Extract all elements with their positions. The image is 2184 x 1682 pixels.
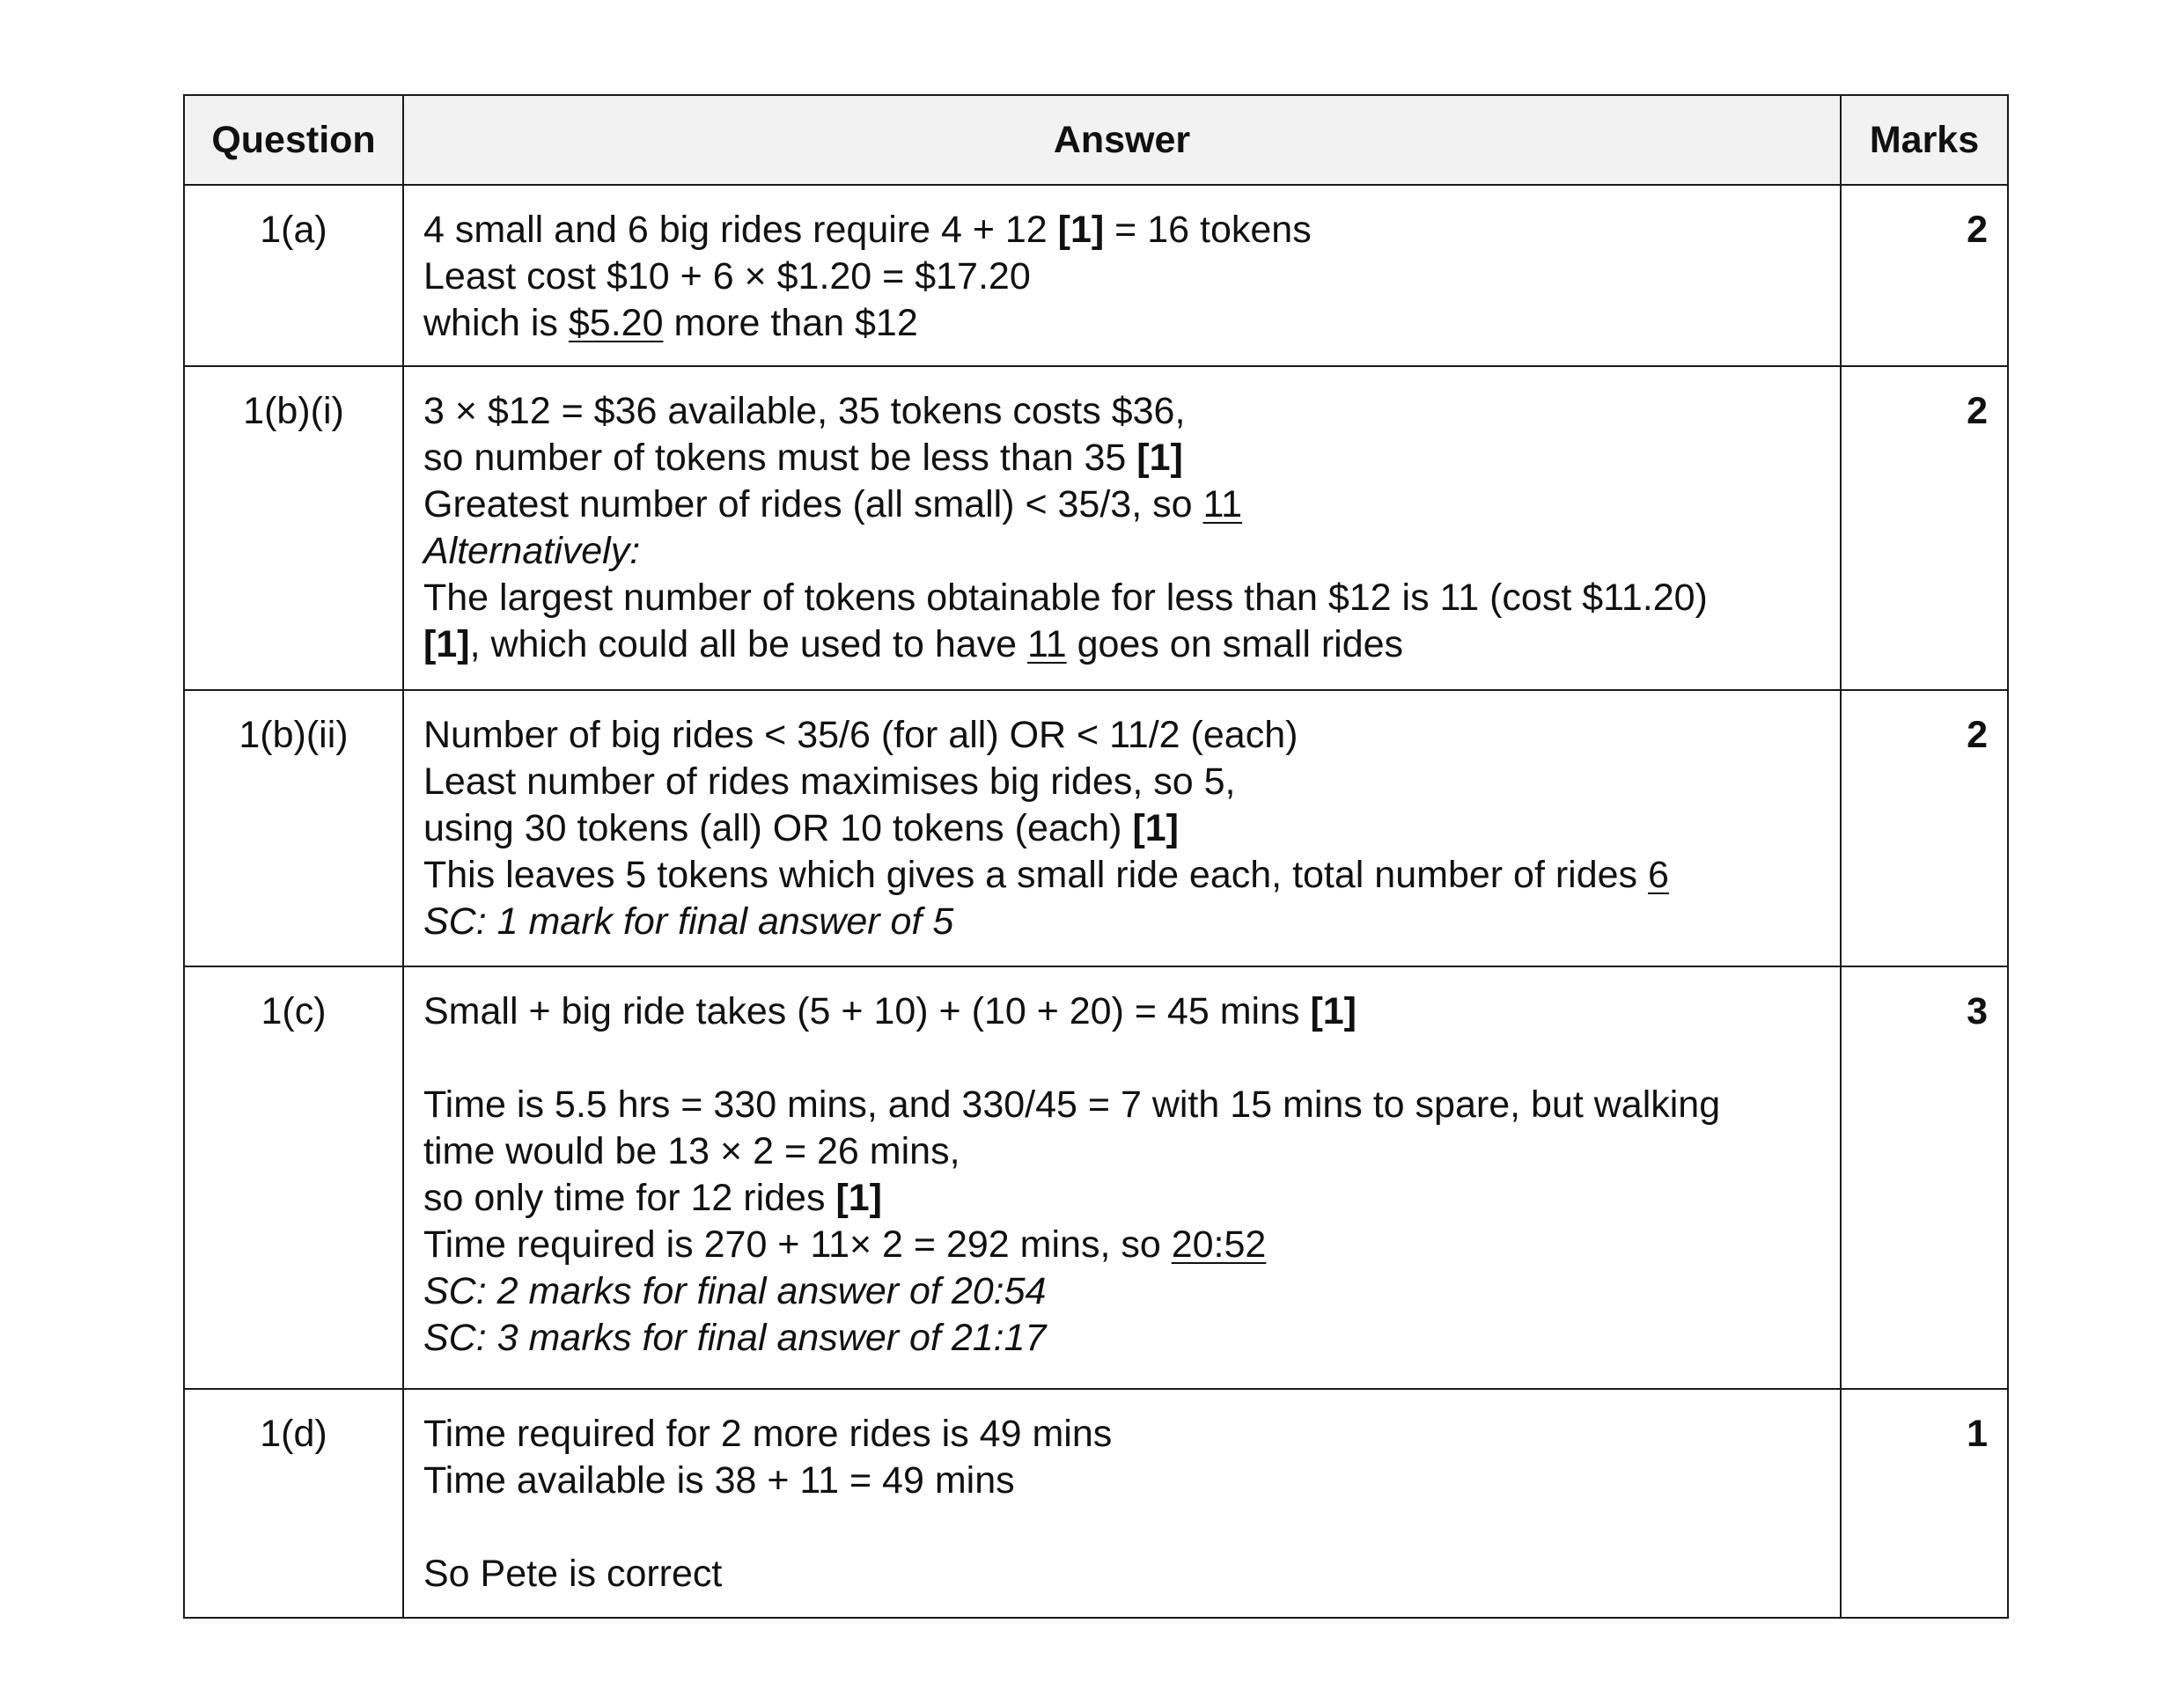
- answer-cell: [403, 690, 1841, 966]
- answer-line: time would be 13 × 2 = 26 mins,: [423, 1130, 960, 1172]
- question-number: 1(a): [184, 185, 403, 366]
- final-answer: 11: [1202, 483, 1243, 525]
- mark-tag: [1]: [1057, 209, 1105, 251]
- final-answer: 20:52: [1171, 1223, 1267, 1266]
- mark-tag: [1]: [423, 623, 470, 665]
- question-number: 1(d): [184, 1389, 403, 1618]
- answer-line: using 30 tokens (all) OR 10 tokens (each) [1]: [423, 807, 1180, 849]
- answer-line: Least cost $10 + 6 × $1.20 = $17.20: [423, 255, 1031, 297]
- table-row: [184, 690, 2008, 966]
- marks-value: 3: [1841, 966, 2008, 1389]
- final-answer: 11: [1027, 623, 1067, 665]
- answer-cell: [403, 185, 1841, 366]
- question-number: 1(c): [184, 966, 403, 1389]
- answer-line: This leaves 5 tokens which gives a small ride each, total number of rides 6: [423, 854, 1669, 896]
- table-row: [184, 185, 2008, 366]
- answer-line: SC: 2 marks for final answer of 20:54: [423, 1270, 1047, 1312]
- header-answer: Answer: [403, 95, 1841, 185]
- answer-line: Time is 5.5 hrs = 330 mins, and 330/45 = 7 with 15 mins to spare, but walking: [423, 1083, 1721, 1126]
- answer-cell: [403, 966, 1841, 1389]
- answer-line: Time required is 270 + 11× 2 = 292 mins, so 20:52: [423, 1223, 1267, 1266]
- answer-line: which is $5.20 more than $12: [423, 302, 918, 344]
- answer-line: Small + big ride takes (5 + 10) + (10 + 20) = 45 mins [1]: [423, 990, 1357, 1032]
- line-gap: [423, 1504, 1820, 1551]
- marks-value: 2: [1841, 185, 2008, 366]
- answer-line: The largest number of tokens obtainable for less than $12 is 11 (cost $11.20): [423, 577, 1708, 619]
- question-number: 1(b)(ii): [184, 690, 403, 966]
- answer-line: Time required for 2 more rides is 49 mins: [423, 1413, 1113, 1455]
- table-row: [184, 1389, 2008, 1618]
- header-marks: Marks: [1841, 95, 2008, 185]
- answer-line: [1], which could all be used to have 11 goes on small rides: [423, 623, 1404, 665]
- mark-tag: [1]: [1310, 990, 1357, 1032]
- header-question: Question: [184, 95, 403, 185]
- marks-value: 2: [1841, 366, 2008, 690]
- question-number: 1(b)(i): [184, 366, 403, 690]
- answer-line: Greatest number of rides (all small) < 35/3, so 11: [423, 483, 1243, 525]
- table-row: [184, 366, 2008, 690]
- answer-line: Time available is 38 + 11 = 49 mins: [423, 1459, 1015, 1502]
- mark-tag: [1]: [1132, 807, 1180, 849]
- mark-scheme-table: [183, 94, 2009, 1619]
- mark-tag: [1]: [835, 1177, 882, 1219]
- answer-line: So Pete is correct: [423, 1553, 723, 1595]
- answer-line: 3 × $12 = $36 available, 35 tokens costs $36,: [423, 390, 1186, 432]
- answer-line: SC: 1 mark for final answer of 5: [423, 900, 954, 943]
- line-gap: [423, 1035, 1820, 1082]
- answer-line: SC: 3 marks for final answer of 21:17: [423, 1317, 1047, 1359]
- answer-line: Number of big rides < 35/6 (for all) OR < 11/2 (each): [423, 714, 1298, 756]
- header-row: [184, 95, 2008, 185]
- final-answer: $5.20: [568, 302, 664, 344]
- answer-cell: [403, 366, 1841, 690]
- answer-cell: [403, 1389, 1841, 1618]
- answer-line: so number of tokens must be less than 35 [1]: [423, 437, 1183, 479]
- answer-line: 4 small and 6 big rides require 4 + 12 [1] = 16 tokens: [423, 209, 1312, 251]
- table-row: [184, 966, 2008, 1389]
- marks-value: 2: [1841, 690, 2008, 966]
- answer-line: Alternatively:: [423, 530, 641, 572]
- mark-tag: [1]: [1136, 437, 1183, 479]
- answer-line: Least number of rides maximises big rides, so 5,: [423, 760, 1236, 803]
- answer-line: so only time for 12 rides [1]: [423, 1177, 882, 1219]
- marks-value: 1: [1841, 1389, 2008, 1618]
- final-answer: 6: [1648, 854, 1669, 896]
